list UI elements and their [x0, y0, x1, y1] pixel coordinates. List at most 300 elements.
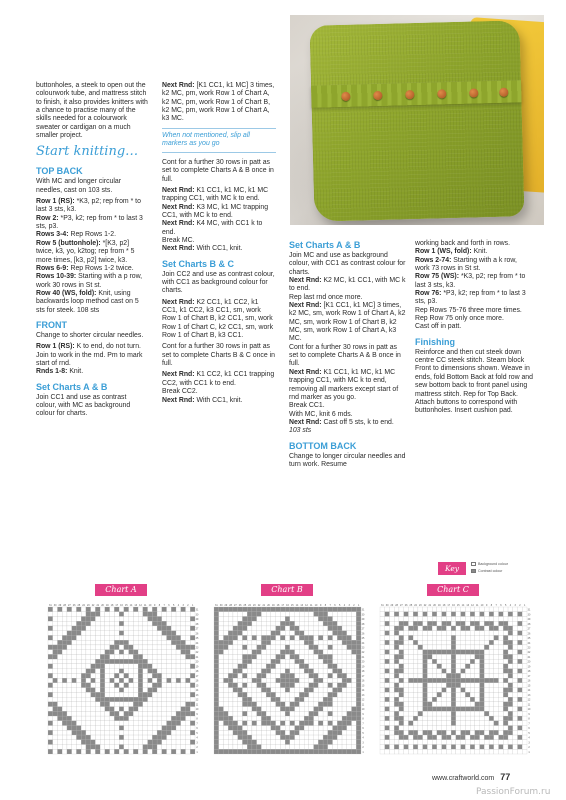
chart-cell [394, 664, 399, 669]
chart-cell [309, 669, 314, 674]
chart-cell [133, 626, 138, 631]
chart-cell [342, 726, 347, 731]
chart-cell [53, 654, 58, 659]
column-number: 29 [58, 604, 62, 607]
chart-cell [271, 607, 276, 612]
row-text: With CC1, knit. [194, 245, 243, 253]
chart-cell [48, 659, 53, 664]
chart-cell [404, 626, 409, 631]
row-number: 21 [195, 655, 199, 659]
chart-cell [323, 640, 328, 645]
chart-cell [304, 645, 309, 650]
row-number: 2 [362, 746, 364, 750]
chart-cell [48, 678, 53, 683]
chart-cell [219, 688, 224, 693]
chart-cell [522, 726, 527, 731]
chart-cell [86, 673, 91, 678]
chart-cell [186, 650, 191, 655]
chart-cell [53, 645, 58, 650]
chart-cell [309, 683, 314, 688]
chart-cell [148, 707, 153, 712]
chart-cell [508, 749, 513, 754]
chart-cell [162, 616, 167, 621]
row-number: 22 [195, 651, 199, 655]
chart-cell [110, 692, 115, 697]
chart-cell [470, 607, 475, 612]
chart-cell [81, 673, 86, 678]
chart-cell [309, 645, 314, 650]
chart-cell [67, 621, 72, 626]
set-charts-bc-heading: Set Charts B & C [162, 258, 235, 269]
chart-cell [228, 621, 233, 626]
chart-cell [451, 735, 456, 740]
chart-cell [152, 621, 157, 626]
chart-cell [470, 683, 475, 688]
chart-cell [157, 616, 162, 621]
chart-cell [233, 640, 238, 645]
chart-cell [247, 697, 252, 702]
chart-cell [465, 688, 470, 693]
chart-cell [456, 673, 461, 678]
chart-cell [100, 645, 105, 650]
chart-cell [337, 745, 342, 750]
chart-cell [276, 740, 281, 745]
chart-cell [72, 612, 77, 617]
column-number: 7 [329, 604, 331, 607]
chart-cell [257, 678, 262, 683]
chart-cell [446, 716, 451, 721]
chart-cell [333, 702, 338, 707]
chart-cell [53, 607, 58, 612]
chart-cell [48, 692, 53, 697]
column-number: 22 [423, 604, 427, 607]
chart-cell [143, 616, 148, 621]
column-number: 3 [182, 604, 184, 607]
chart-cell [257, 673, 262, 678]
chart-cell [124, 654, 129, 659]
chart-cell [442, 683, 447, 688]
chart-cell [57, 711, 62, 716]
chart-cell [181, 612, 186, 617]
chart-cell [271, 735, 276, 740]
chart-cell [190, 730, 195, 735]
chart-cell [503, 654, 508, 659]
chart-cell [238, 678, 243, 683]
chart-cell [190, 749, 195, 754]
chart-cell [186, 673, 191, 678]
chart-cell [223, 716, 228, 721]
chart-cell [499, 645, 504, 650]
chart-cell [380, 650, 385, 655]
chart-cell [261, 707, 266, 712]
chart-cell [157, 678, 162, 683]
chart-cell [152, 664, 157, 669]
chart-cell [404, 654, 409, 659]
chart-cell [318, 616, 323, 621]
chart-cell [124, 635, 129, 640]
chart-cell [499, 730, 504, 735]
chart-cell [143, 635, 148, 640]
chart-cell [280, 654, 285, 659]
chart-cell [413, 612, 418, 617]
chart-cell [461, 664, 466, 669]
chart-cell [389, 740, 394, 745]
chart-cell [333, 612, 338, 617]
chart-cell [380, 683, 385, 688]
chart-cell [143, 740, 148, 745]
chart-cell [100, 730, 105, 735]
chart-cell [380, 678, 385, 683]
chart-cell [167, 692, 172, 697]
row-number: 17 [527, 674, 531, 678]
column-number: 17 [115, 604, 119, 607]
chart-cell [475, 631, 480, 636]
chart-cell [57, 745, 62, 750]
chart-cell [233, 621, 238, 626]
chart-cell [48, 635, 53, 640]
chart-cell [233, 726, 238, 731]
chart-cell [119, 730, 124, 735]
chart-cell [503, 659, 508, 664]
chart-cell [167, 702, 172, 707]
chart-cell [252, 673, 257, 678]
chart-cell [427, 692, 432, 697]
chart-cell [257, 740, 262, 745]
chart-cell [110, 626, 115, 631]
chart-cell [494, 735, 499, 740]
chart-cell [242, 635, 247, 640]
chart-cell [276, 749, 281, 754]
chart-cell [266, 650, 271, 655]
chart-cell [176, 707, 181, 712]
chart-cell [399, 730, 404, 735]
row-number: 30 [361, 613, 365, 617]
chart-cell [233, 673, 238, 678]
chart-cell [167, 745, 172, 750]
chart-cell [81, 702, 86, 707]
chart-cell [167, 650, 172, 655]
chart-cell [276, 612, 281, 617]
chart-cell [480, 678, 485, 683]
chart-cell [427, 716, 432, 721]
chart-cell [271, 726, 276, 731]
chart-cell [404, 621, 409, 626]
chart-cell [162, 730, 167, 735]
chart-cell [328, 707, 333, 712]
chart-cell [219, 711, 224, 716]
row-number: 10 [527, 708, 531, 712]
chart-cell [503, 645, 508, 650]
chart-cell [124, 730, 129, 735]
row-number: 25 [361, 637, 365, 641]
chart-cell [323, 749, 328, 754]
row-label: Rows 6-9: [36, 264, 69, 272]
chart-cell [408, 669, 413, 674]
page-number: 77 [500, 772, 511, 782]
chart-cell [171, 650, 176, 655]
chart-cell [518, 616, 523, 621]
chart-cell [309, 726, 314, 731]
chart-cell [465, 664, 470, 669]
chart-cell [394, 730, 399, 735]
chart-cell [167, 678, 172, 683]
chart-cell [380, 673, 385, 678]
chart-cell [181, 621, 186, 626]
chart-cell [57, 631, 62, 636]
chart-cell [214, 707, 219, 712]
chart-cell [309, 626, 314, 631]
chart-cell [223, 730, 228, 735]
chart-cell [219, 626, 224, 631]
chart-cell [470, 688, 475, 693]
chart-cell [157, 735, 162, 740]
chart-cell [271, 635, 276, 640]
chart-cell [186, 607, 191, 612]
chart-cell [271, 688, 276, 693]
chart-cell [337, 607, 342, 612]
chart-cell [233, 697, 238, 702]
row-number: 28 [195, 622, 199, 626]
chart-cell [114, 659, 119, 664]
chart-cell [129, 692, 134, 697]
chart-cell [285, 673, 290, 678]
chart-cell [133, 721, 138, 726]
chart-cell [508, 688, 513, 693]
chart-cell [266, 626, 271, 631]
chart-cell [499, 616, 504, 621]
chart-cell [418, 631, 423, 636]
chart-cell [333, 645, 338, 650]
chart-cell [171, 673, 176, 678]
chart-cell [271, 621, 276, 626]
chart-cell [328, 654, 333, 659]
chart-cell [171, 669, 176, 674]
chart-cell [285, 702, 290, 707]
chart-cell [190, 711, 195, 716]
chart-cell [143, 716, 148, 721]
chart-cell [148, 735, 153, 740]
chart-cell [280, 640, 285, 645]
chart-cell [57, 735, 62, 740]
chart-cell [418, 730, 423, 735]
chart-cell [461, 640, 466, 645]
chart-cell [105, 721, 110, 726]
chart-cell [437, 635, 442, 640]
chart-cell [451, 607, 456, 612]
chart-cell [304, 654, 309, 659]
chart-cell [86, 631, 91, 636]
chart-cell [423, 697, 428, 702]
chart-cell [148, 664, 153, 669]
chart-cell [280, 745, 285, 750]
chart-cell [72, 749, 77, 754]
chart-cell [242, 740, 247, 745]
chart-cell [138, 612, 143, 617]
chart-cell [314, 749, 319, 754]
chart-cell [394, 616, 399, 621]
chart-cell [442, 688, 447, 693]
chart-cell [290, 673, 295, 678]
chart-cell [333, 631, 338, 636]
chart-cell [323, 697, 328, 702]
chart-cell [242, 631, 247, 636]
chart-cell [257, 654, 262, 659]
chart-cell [190, 707, 195, 712]
chart-cell [399, 745, 404, 750]
chart-cell [95, 711, 100, 716]
row-number: 13 [195, 693, 199, 697]
chart-cell [318, 707, 323, 712]
chart-cell [522, 654, 527, 659]
chart-cell [157, 740, 162, 745]
chart-cell [214, 678, 219, 683]
chart-cell [152, 688, 157, 693]
chart-cell [48, 740, 53, 745]
chart-cell [314, 707, 319, 712]
chart-cell [394, 702, 399, 707]
repeat-text: Rep Row 75 only once more. [415, 315, 504, 323]
chart-cell [314, 726, 319, 731]
chart-cell [385, 711, 390, 716]
chart-cell [157, 654, 162, 659]
chart-cell [129, 640, 134, 645]
row-number: 15 [195, 684, 199, 688]
chart-cell [53, 659, 58, 664]
chart-cell [133, 692, 138, 697]
chart-cell [437, 631, 442, 636]
chart-cell [223, 745, 228, 750]
chart-cell [489, 716, 494, 721]
chart-b [206, 584, 368, 764]
chart-cell [124, 669, 129, 674]
chart-cell [152, 740, 157, 745]
chart-cell [157, 626, 162, 631]
chart-cell [100, 669, 105, 674]
chart-cell [356, 716, 361, 721]
chart-cell [162, 635, 167, 640]
chart-cell [446, 688, 451, 693]
chart-cell [176, 721, 181, 726]
chart-cell [176, 607, 181, 612]
chart-cell [356, 654, 361, 659]
row-number: 23 [195, 646, 199, 650]
chart-cell [233, 626, 238, 631]
chart-cell [304, 621, 309, 626]
finishing-heading: Finishing [415, 336, 455, 347]
chart-cell [318, 749, 323, 754]
chart-cell [119, 726, 124, 731]
chart-cell [242, 692, 247, 697]
chart-cell [389, 730, 394, 735]
chart-cell [295, 730, 300, 735]
chart-cell [114, 745, 119, 750]
chart-cell [333, 749, 338, 754]
row-number: 8 [196, 717, 198, 721]
chart-cell [190, 740, 195, 745]
chart-cell [247, 745, 252, 750]
chart-cell [100, 707, 105, 712]
top-back-heading: TOP BACK [36, 166, 83, 177]
chart-cell [233, 683, 238, 688]
chart-cell [432, 616, 437, 621]
set-charts-intro: Join CC1 and use as contrast colour, with MC as background colour for charts. [36, 393, 131, 418]
chart-cell [299, 735, 304, 740]
chart-cell [413, 616, 418, 621]
row-number: 24 [361, 641, 365, 645]
chart-cell [342, 631, 347, 636]
chart-cell [186, 735, 191, 740]
chart-cell [399, 740, 404, 745]
chart-cell [408, 616, 413, 621]
chart-cell [228, 749, 233, 754]
chart-cell [214, 688, 219, 693]
chart-cell [442, 650, 447, 655]
chart-cell [124, 735, 129, 740]
chart-cell [162, 711, 167, 716]
chart-cell [53, 688, 58, 693]
column-number: 17 [447, 604, 451, 607]
chart-cell [62, 635, 67, 640]
chart-cell [318, 702, 323, 707]
chart-cell [190, 678, 195, 683]
chart-cell [432, 635, 437, 640]
chart-cell [133, 711, 138, 716]
chart-cell [318, 683, 323, 688]
chart-cell [181, 673, 186, 678]
chart-cell [456, 716, 461, 721]
chart-cell [427, 621, 432, 626]
chart-cell [214, 716, 219, 721]
chart-cell [385, 650, 390, 655]
chart-cell [513, 650, 518, 655]
chart-cell [129, 697, 134, 702]
chart-cell [461, 688, 466, 693]
chart-cell [176, 659, 181, 664]
chart-cell [72, 654, 77, 659]
chart-cell [91, 664, 96, 669]
chart-cell [333, 673, 338, 678]
chart-cell [223, 645, 228, 650]
chart-cell [385, 664, 390, 669]
chart-cell [304, 612, 309, 617]
chart-cell [176, 740, 181, 745]
chart-cell [470, 745, 475, 750]
chart-cell [100, 654, 105, 659]
chart-cell [461, 702, 466, 707]
column-number: 19 [437, 604, 441, 607]
chart-cell [518, 612, 523, 617]
chart-cell [95, 616, 100, 621]
chart-cell [451, 645, 456, 650]
chart-cell [323, 730, 328, 735]
chart-cell [62, 730, 67, 735]
chart-cell [285, 645, 290, 650]
chart-cell [470, 621, 475, 626]
chart-cell [432, 640, 437, 645]
with-mc-text: With MC, knit 6 mds. [289, 410, 353, 418]
set-charts-intro: Join MC and use as background colour, with CC1 as contrast colour for charts. [289, 252, 406, 276]
chart-cell [318, 721, 323, 726]
chart-cell [518, 607, 523, 612]
chart-cell [57, 683, 62, 688]
column-number: 30 [219, 604, 223, 607]
chart-cell [494, 626, 499, 631]
chart-cell [223, 616, 228, 621]
chart-cell [190, 702, 195, 707]
chart-cell [470, 659, 475, 664]
chart-cell [380, 654, 385, 659]
chart-cell [91, 749, 96, 754]
